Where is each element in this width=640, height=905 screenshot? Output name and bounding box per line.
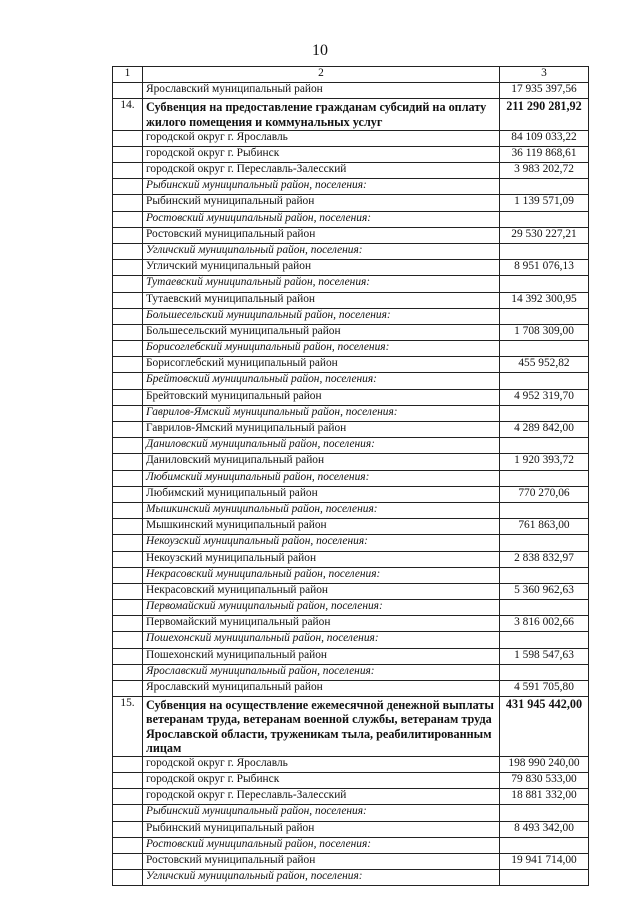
amount-cell — [500, 276, 589, 292]
recipient-name-cell: Большесельский муниципальный район, поселения: — [143, 308, 500, 324]
table-row — [113, 83, 589, 99]
amount-cell: 4 952 319,70 — [500, 389, 589, 405]
amount-cell — [500, 837, 589, 853]
row-number-cell — [113, 519, 143, 535]
row-number-cell — [113, 373, 143, 389]
row-number-cell — [113, 341, 143, 357]
row-number-cell — [113, 600, 143, 616]
table-row — [113, 486, 589, 502]
subgroup-row — [113, 308, 589, 324]
amount-cell — [500, 870, 589, 886]
subgroup-row — [113, 805, 589, 821]
subgroup-row — [113, 243, 589, 259]
recipient-name-cell: Первомайский муниципальный район — [143, 616, 500, 632]
row-number-cell — [113, 583, 143, 599]
recipient-name-cell: Борисоглебский муниципальный район, поселения: — [143, 341, 500, 357]
recipient-name-cell: Брейтовский муниципальный район, поселения: — [143, 373, 500, 389]
recipient-name-cell: городской округ г. Переславль-Залесский — [143, 789, 500, 805]
table-row — [113, 260, 589, 276]
recipient-name-cell: Ростовский муниципальный район — [143, 227, 500, 243]
recipient-name-cell: Некрасовский муниципальный район, поселения: — [143, 567, 500, 583]
row-number-cell — [113, 292, 143, 308]
recipient-name-cell: Рыбинский муниципальный район — [143, 821, 500, 837]
table-row — [113, 389, 589, 405]
recipient-name-cell: Некрасовский муниципальный район — [143, 583, 500, 599]
table-row — [113, 519, 589, 535]
recipient-name-cell: городской округ г. Ярославль — [143, 130, 500, 146]
amount-cell: 19 941 714,00 — [500, 853, 589, 869]
row-number-cell — [113, 146, 143, 162]
subgroup-row — [113, 211, 589, 227]
row-number-cell — [113, 551, 143, 567]
row-number-cell — [113, 632, 143, 648]
recipient-name-cell: Угличский муниципальный район, поселения: — [143, 243, 500, 259]
table-row — [113, 163, 589, 179]
amount-cell — [500, 243, 589, 259]
amount-cell: 211 290 281,92 — [500, 99, 589, 130]
row-number-cell — [113, 664, 143, 680]
recipient-name-cell: Даниловский муниципальный район — [143, 454, 500, 470]
section-header-row — [113, 697, 589, 757]
row-number-cell — [113, 438, 143, 454]
amount-cell: 36 119 868,61 — [500, 146, 589, 162]
amount-cell: 8 951 076,13 — [500, 260, 589, 276]
row-number-cell — [113, 805, 143, 821]
amount-cell: 84 109 033,22 — [500, 130, 589, 146]
recipient-name-cell: Некоузский муниципальный район, поселения: — [143, 535, 500, 551]
subgroup-row — [113, 870, 589, 886]
row-number-cell — [113, 195, 143, 211]
subgroup-row — [113, 405, 589, 421]
row-number-cell — [113, 389, 143, 405]
amount-cell — [500, 535, 589, 551]
amount-cell — [500, 373, 589, 389]
subgroup-row — [113, 179, 589, 195]
row-number-cell — [113, 853, 143, 869]
recipient-name-cell: Ростовский муниципальный район, поселения: — [143, 211, 500, 227]
subgroup-row — [113, 276, 589, 292]
table-row — [113, 789, 589, 805]
amount-cell: 1 598 547,63 — [500, 648, 589, 664]
amount-cell: 79 830 533,00 — [500, 772, 589, 788]
amount-cell: 14 392 300,95 — [500, 292, 589, 308]
recipient-name-cell: Борисоглебский муниципальный район — [143, 357, 500, 373]
amount-cell: 761 863,00 — [500, 519, 589, 535]
amount-cell — [500, 179, 589, 195]
table-header-row — [113, 67, 589, 83]
amount-cell — [500, 805, 589, 821]
amount-cell — [500, 341, 589, 357]
subgroup-row — [113, 664, 589, 680]
amount-cell: 198 990 240,00 — [500, 756, 589, 772]
subgroup-row — [113, 535, 589, 551]
recipient-name-cell: Большесельский муниципальный район — [143, 324, 500, 340]
recipient-name-cell: Пошехонский муниципальный район — [143, 648, 500, 664]
subgroup-row — [113, 600, 589, 616]
recipient-name-cell: Гаврилов-Ямский муниципальный район — [143, 422, 500, 438]
row-number-cell — [113, 567, 143, 583]
table-row — [113, 130, 589, 146]
amount-cell — [500, 502, 589, 518]
table-row — [113, 324, 589, 340]
subgroup-row — [113, 470, 589, 486]
table-row — [113, 756, 589, 772]
recipient-name-cell: Ростовский муниципальный район — [143, 853, 500, 869]
row-number-cell — [113, 130, 143, 146]
recipient-name-cell: Первомайский муниципальный район, поселения: — [143, 600, 500, 616]
recipient-name-cell: Даниловский муниципальный район, поселения: — [143, 438, 500, 454]
row-number-cell — [113, 83, 143, 99]
table-row — [113, 853, 589, 869]
recipient-name-cell: городской округ г. Рыбинск — [143, 772, 500, 788]
row-number-cell — [113, 357, 143, 373]
amount-cell: 5 360 962,63 — [500, 583, 589, 599]
row-number-cell — [113, 276, 143, 292]
amount-cell: 1 139 571,09 — [500, 195, 589, 211]
recipient-name-cell: Рыбинский муниципальный район, поселения: — [143, 805, 500, 821]
row-number-cell — [113, 227, 143, 243]
row-number-cell — [113, 681, 143, 697]
subgroup-row — [113, 502, 589, 518]
row-number-cell — [113, 179, 143, 195]
row-number-cell — [113, 535, 143, 551]
recipient-name-cell: Любимский муниципальный район — [143, 486, 500, 502]
row-number-cell — [113, 470, 143, 486]
row-number-cell — [113, 772, 143, 788]
subgroup-row — [113, 837, 589, 853]
recipient-name-cell: Ростовский муниципальный район, поселения: — [143, 837, 500, 853]
table-row — [113, 681, 589, 697]
row-number-cell — [113, 486, 143, 502]
table-row — [113, 551, 589, 567]
amount-cell — [500, 664, 589, 680]
subgroup-row — [113, 341, 589, 357]
recipient-name-cell: Угличский муниципальный район — [143, 260, 500, 276]
amount-cell: 8 493 342,00 — [500, 821, 589, 837]
recipient-name-cell: городской округ г. Рыбинск — [143, 146, 500, 162]
row-number-cell — [113, 821, 143, 837]
amount-cell: 2 838 832,97 — [500, 551, 589, 567]
row-number-cell — [113, 789, 143, 805]
recipient-name-cell: Субвенция на предоставление гражданам субсидий на оплату жилого помещения и коммунальных услуг — [143, 99, 500, 130]
table-row — [113, 583, 589, 599]
subvention-table — [112, 66, 589, 886]
section-header-row — [113, 99, 589, 130]
column-header-2: 2 — [143, 67, 500, 83]
amount-cell: 17 935 397,56 — [500, 83, 589, 99]
recipient-name-cell: Тутаевский муниципальный район — [143, 292, 500, 308]
subgroup-row — [113, 567, 589, 583]
table-row — [113, 227, 589, 243]
table-row — [113, 422, 589, 438]
recipient-name-cell: Рыбинский муниципальный район — [143, 195, 500, 211]
column-header-1: 1 — [113, 67, 143, 83]
row-number-cell: 14. — [113, 99, 143, 130]
amount-cell: 1 708 309,00 — [500, 324, 589, 340]
recipient-name-cell: Ярославский муниципальный район — [143, 83, 500, 99]
row-number-cell — [113, 260, 143, 276]
amount-cell — [500, 600, 589, 616]
amount-cell: 1 920 393,72 — [500, 454, 589, 470]
recipient-name-cell: Пошехонский муниципальный район, поселения: — [143, 632, 500, 648]
amount-cell — [500, 308, 589, 324]
column-header-3: 3 — [500, 67, 589, 83]
table-row — [113, 146, 589, 162]
row-number-cell — [113, 163, 143, 179]
amount-cell: 770 270,06 — [500, 486, 589, 502]
row-number-cell — [113, 502, 143, 518]
recipient-name-cell: Рыбинский муниципальный район, поселения: — [143, 179, 500, 195]
subgroup-row — [113, 632, 589, 648]
table-row — [113, 648, 589, 664]
amount-cell — [500, 211, 589, 227]
subgroup-row — [113, 373, 589, 389]
amount-cell — [500, 438, 589, 454]
table-row — [113, 357, 589, 373]
row-number-cell — [113, 243, 143, 259]
table-row — [113, 195, 589, 211]
recipient-name-cell: Любимский муниципальный район, поселения: — [143, 470, 500, 486]
amount-cell: 29 530 227,21 — [500, 227, 589, 243]
recipient-name-cell: Тутаевский муниципальный район, поселения: — [143, 276, 500, 292]
amount-cell: 4 591 705,80 — [500, 681, 589, 697]
amount-cell — [500, 632, 589, 648]
table-row — [113, 772, 589, 788]
row-number-cell — [113, 405, 143, 421]
recipient-name-cell: Мышкинский муниципальный район, поселения: — [143, 502, 500, 518]
amount-cell: 4 289 842,00 — [500, 422, 589, 438]
row-number-cell — [113, 324, 143, 340]
table-row — [113, 292, 589, 308]
page-number: 10 — [312, 42, 328, 59]
row-number-cell — [113, 454, 143, 470]
recipient-name-cell: Ярославский муниципальный район, поселения: — [143, 664, 500, 680]
amount-cell — [500, 470, 589, 486]
subgroup-row — [113, 438, 589, 454]
recipient-name-cell: городской округ г. Переславль-Залесский — [143, 163, 500, 179]
recipient-name-cell: Субвенция на осуществление ежемесячной денежной выплаты ветеранам труда, ветеранам военной службы, ветеранам труда Ярославской области, труженикам тыла, реабилитированным лицам — [143, 697, 500, 757]
recipient-name-cell: Мышкинский муниципальный район — [143, 519, 500, 535]
row-number-cell: 15. — [113, 697, 143, 757]
recipient-name-cell: Гаврилов-Ямский муниципальный район, поселения: — [143, 405, 500, 421]
table-row — [113, 454, 589, 470]
row-number-cell — [113, 211, 143, 227]
recipient-name-cell: Ярославский муниципальный район — [143, 681, 500, 697]
amount-cell — [500, 567, 589, 583]
amount-cell: 3 816 002,66 — [500, 616, 589, 632]
table-row — [113, 821, 589, 837]
amount-cell: 455 952,82 — [500, 357, 589, 373]
row-number-cell — [113, 616, 143, 632]
recipient-name-cell: Брейтовский муниципальный район — [143, 389, 500, 405]
row-number-cell — [113, 422, 143, 438]
recipient-name-cell: Некоузский муниципальный район — [143, 551, 500, 567]
amount-cell: 431 945 442,00 — [500, 697, 589, 757]
amount-cell: 3 983 202,72 — [500, 163, 589, 179]
row-number-cell — [113, 308, 143, 324]
row-number-cell — [113, 756, 143, 772]
recipient-name-cell: Угличский муниципальный район, поселения: — [143, 870, 500, 886]
amount-cell: 18 881 332,00 — [500, 789, 589, 805]
row-number-cell — [113, 870, 143, 886]
row-number-cell — [113, 648, 143, 664]
amount-cell — [500, 405, 589, 421]
recipient-name-cell: городской округ г. Ярославль — [143, 756, 500, 772]
row-number-cell — [113, 837, 143, 853]
table-row — [113, 616, 589, 632]
